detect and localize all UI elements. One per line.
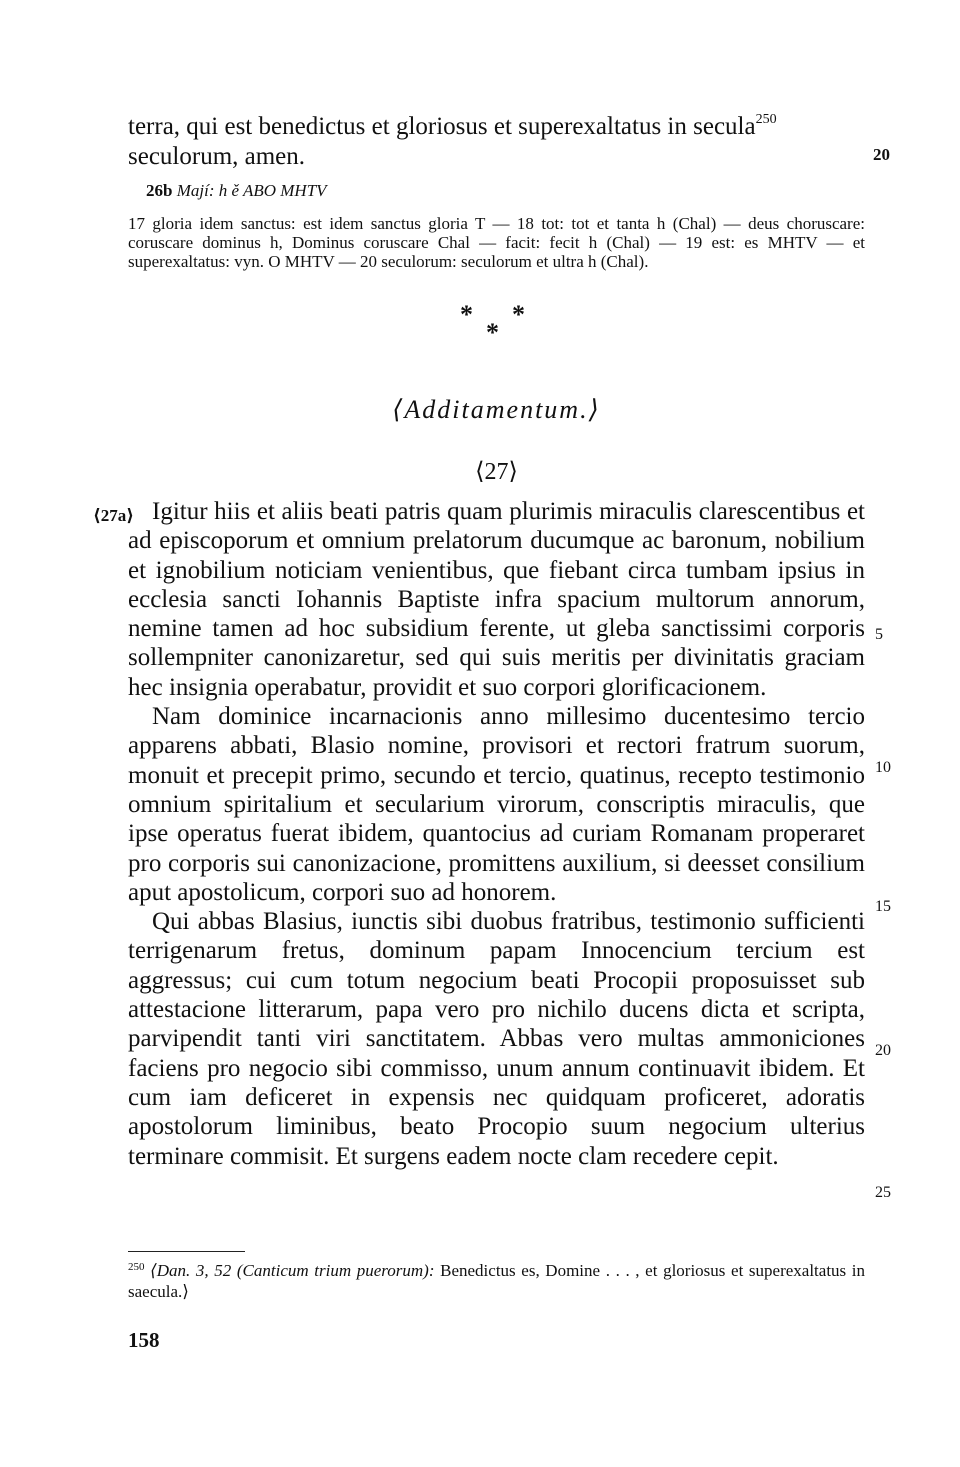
side-label: ⟨27a⟩ [93,506,135,525]
apparatus-heading [146,180,883,202]
chapter-number: ⟨27⟩ [475,459,518,485]
paragraph-3: Qui abbas Blasius, iunctis sibi duobus fratribus, testimonio sufficienti terrigenarum fretus, dominum papam Innocencium tercium est aggressus; cui cum totum negocium beati Procopii proposuisset sub attestacione litterarum, papa vero pro nichilo ducens dicta et scripta, parvipendit tanti viri sanctitatem. Abbas vero multas ammoniciones faciens pro negocio sibi commisso, unum annum continuavit ibidem. Et cum iam deficeret in expensis nec quidquam proficeret, adoratis apostolorum liminibus, beato Procopio suum negocium ulterius terminare commisit. Et surgens eadem nocte clam recedere cepit. [128,908,865,1170]
footnote [128,1260,865,1302]
page-number: 158 [128,1328,160,1352]
footnote-reference-text: ⟨Dan. 3, 52 (Canticum trium puerorum): [150,1261,435,1280]
line-number-20: 20 [875,1042,891,1059]
footnote-reference: 250 [755,112,777,127]
star-bottom: * [486,318,499,347]
paragraph-2: Nam dominice incarnacionis anno millesimo ducentesimo tercio apparens abbati, Blasio nomine, provisori et rectori fratrum suorum, monuit et precepit primo, secundo et tercio, quatinus, recepto testimonio omnium spiritalium et secularium virorum, conscriptis miraculis, que ipse operatus fuerat ibidem, quantocius ad curiam Romanam properaret pro corporis sui canonizacione, promittens auxilium, si deesset consilium aput apostolicum, corpori suo ad honorem. [128,703,865,906]
star-right: * [512,300,525,329]
section-title: ⟨Additamentum.⟩ [392,395,601,424]
star-ornament [440,300,540,350]
continuation-line-1: terra, qui est benedictus et gloriosus et superexaltatus in secula [128,113,756,140]
critical-apparatus: 17 gloria idem sanctus: est idem sanctus gloria T — 18 tot: tot et tanta h (Chal) — deus choruscare: coruscare dominus h, Dominus coruscare Chal — facit: fecit h (Chal) — 19 est: es MHTV — et superexaltatus: vyn. O MHTV — 20 seculorum: seculorum et ultra h (Chal). [128,214,865,271]
line-number-top: 20 [873,145,890,164]
apparatus-heading-number: 26b [146,181,173,200]
line-number-25: 25 [875,1184,891,1201]
line-number-15: 15 [875,898,891,915]
main-text [128,497,865,1171]
footnote-number: 250 [128,1261,145,1273]
paragraph-1: Igitur hiis et aliis beati patris quam plurimis miraculis clarescentibus et ad episcoporum et omnium prelatorum ducumque ac baronum, nobilium et ignobilium noticiam venientibus, que fiebant circa tumbam ipsius in ecclesia sancti Iohannis Baptiste infra spacium multorum annorum, nemine tamen ad hoc subsidium ferente, ut gleba sanctissimi corporis sollempniter canonizaretur, sed qui suis meritis per divinitatis graciam hec insignia operabatur, providit et suo corpori glorificacionem. [128,498,865,701]
footnote-rule [128,1251,245,1252]
continuation-text [128,112,865,172]
line-number-5: 5 [875,626,883,643]
line-number-10: 10 [875,759,891,776]
star-left: * [460,300,473,329]
continuation-line-2: seculorum, amen. [128,143,306,170]
footnote-text: Benedictus es, Domine . . . , et gloriosus et superexaltatus in saecula.⟩ [128,1261,866,1301]
apparatus-heading-text: Mají: h ě ABO MHTV [172,181,327,200]
